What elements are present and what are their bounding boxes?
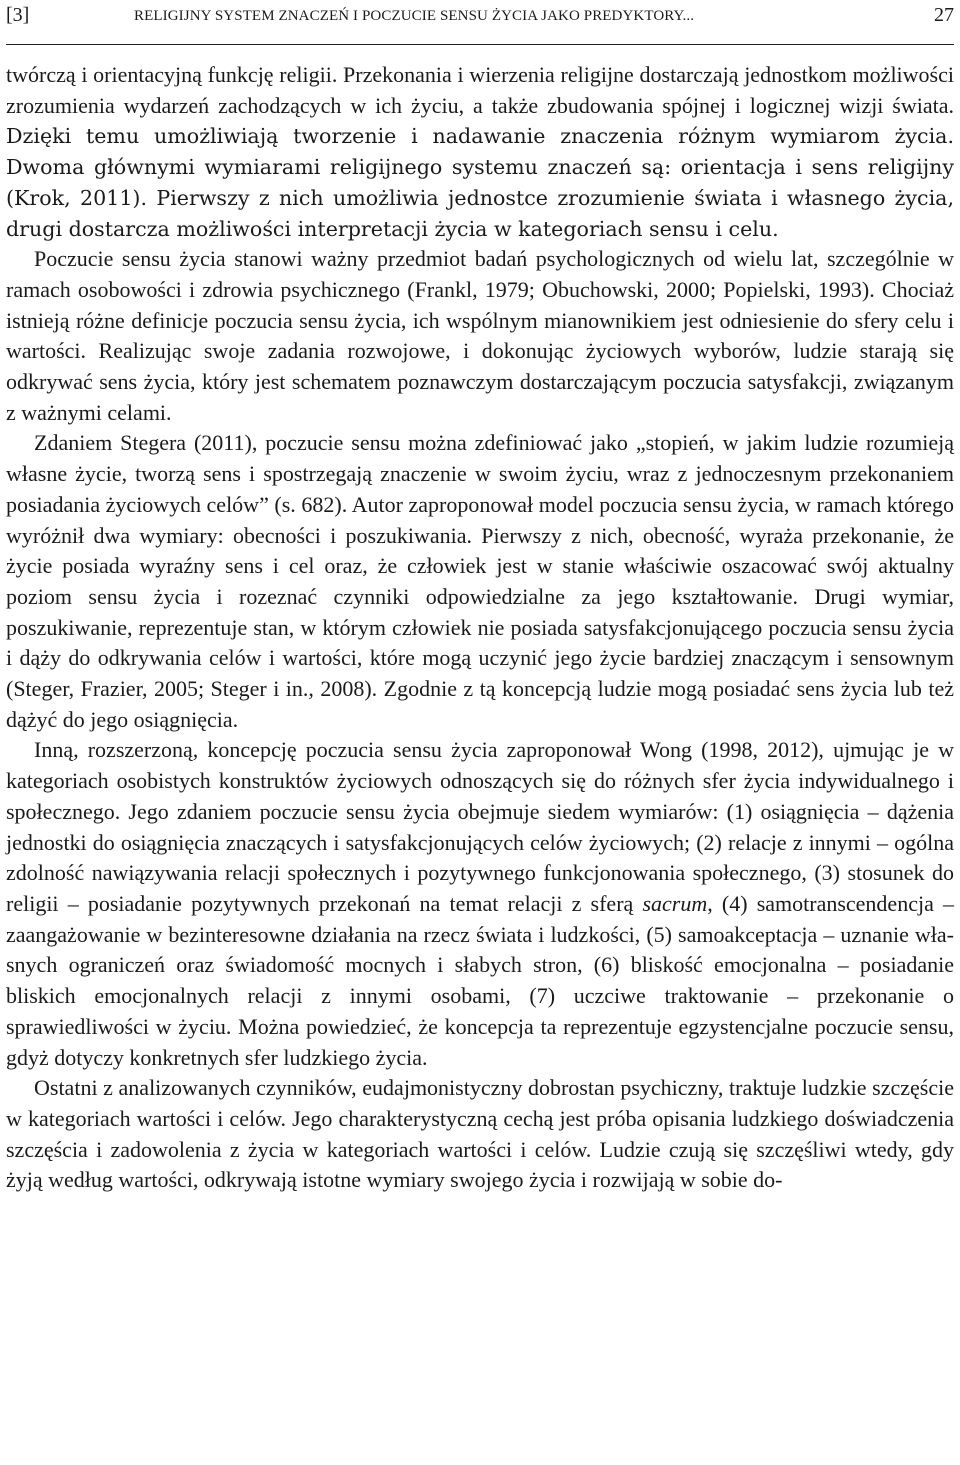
section-number: [3] xyxy=(6,4,30,26)
italic-text-run: sacrum xyxy=(642,890,708,916)
running-header xyxy=(6,0,954,45)
text-run: Dzięki temu umożliwiają tworzenie i nadawanie znaczenia różnym wymiarom życia. Dwoma głównymi wymiarami religijnego systemu znaczeń są: orientacja i sens religijny (Krok, 2011). Pierwszy z nich umożliwia jednostce zrozumienie świata i własnego życia, drugi dostarcza możliwości interpretacji życia w kategoriach sensu i celu. xyxy=(6,124,954,241)
body-text xyxy=(6,60,954,1196)
text-run: Zdaniem Stegera (2011), poczucie sensu można zdefiniować jako „stopień, w jakim ludzie rozumieją własne życie, tworzą sens i spostrzegają znaczenie w swoim życiu, wraz z jednoczesnym przekonaniem posiadania życiowych celów” (s. 682). Autor zaproponował model poczucia sensu życia, w ramach którego wyróżnił dwa wymiary: obecności i poszukiwania. Pierwszy z nich, obecność, wyraża przekonanie, że życie posiada wyraźny sens i cel oraz, że człowiek jest w stanie właściwie oszacować swój aktualny poziom sensu życia i rozeznać czynniki odpowiedzialne za jego kształtowanie. Drugi wymiar, poszukiwanie, reprezentuje stan, w którym człowiek nie posiada satysfakcjonującego poczucia sensu życia i dąży do odkrywania celów i wartości, które mogą uczynić jego życie bardziej znaczącym i sensownym (Steger, Frazier, 2005; Steger i in., 2008). Zgodnie z tą koncepcją ludzie mogą posiadać sens życia lub też dążyć do jego osiągnięcia. xyxy=(6,430,954,732)
paragraph xyxy=(6,60,954,244)
text-run: Ostatni z analizowanych czynników, eudajmonistyczny dobrostan psychiczny, traktuje ludzkie szczęście w kategoriach wartości i celów. Jego charakterystyczną cechą jest próba opisania ludzkiego doświadczenia szczęścia i zadowolenia z życia w kategoriach wartości i celów. Ludzie czują się szczęśliwi wtedy, gdy żyją według wartości, odkrywają istotne wymiary swojego życia i rozwijają w sobie do- xyxy=(6,1075,954,1193)
paragraph xyxy=(6,244,954,428)
paragraph xyxy=(6,428,954,735)
text-run: Poczucie sensu życia stanowi ważny przedmiot badań psychologicznych od wielu lat, szczególnie w ramach osobowości i zdrowia psychicznego (Frankl, 1979; Obuchowski, 2000; Popielski, 1993). Chociaż istnieją różne definicje poczucia sensu życia, ich wspólnym mianownikiem jest odniesienie do sfery celu i wartości. Realizując swoje zadania rozwojowe, i dokonując życiowych wyborów, ludzie starają się odkrywać sens życia, który jest schematem poznawczym dostarczającym poczucia satysfakcji, związanym z ważnymi celami. xyxy=(6,246,954,425)
document-page xyxy=(6,0,954,1196)
paragraph xyxy=(6,735,954,1073)
page-number: 27 xyxy=(934,4,954,26)
text-run: twórczą i orientacyjną funkcję religii. Przekonania i wierzenia religijne dostarczają jednostkom możliwości zrozumienia wydarzeń zachodzących w ich życiu, a także zbudowania spójnej i logicznej wizji świata. xyxy=(6,62,954,118)
text-run: Inną, rozszerzoną, koncepcję poczucia sensu życia zaproponował Wong (1998, 2012), ujmując je w kategoriach osobistych konstruktów życiowych odnoszących się do różnych sfer życia indywidualnego i społecznego. Jego zdaniem poczucie sensu życia obejmuje siedem wymiarów: (1) osiągnięcia – dążenia jednostki do osiągnięcia znaczących i satysfakcjonujących celów życiowych; (2) relacje z innymi – ogólna zdolność nawiązywania relacji społecznych i pozytywnego funkcjonowania społecznego, (3) stosunek do religii – posiadanie pozytywnych przekonań na temat relacji z sferą xyxy=(6,737,954,916)
text-run: , (4) samotranscendencja – zaangażowanie w bezinteresowne działania na rzecz świata i ludzkości, (5) samoakceptacja – uznanie własnych ograniczeń oraz świadomość mocnych i słabych stron, (6) bliskość emocjonalna – posiadanie bliskich emocjonalnych relacji z innymi osobami, (7) uczciwe traktowanie – przekonanie o sprawiedliwości w życiu. Można powiedzieć, że koncepcja ta reprezentuje egzystencjalne poczucie sensu, gdyż dotyczy konkretnych sfer ludzkiego życia. xyxy=(6,890,954,1070)
paragraph xyxy=(6,1073,954,1196)
running-title: RELIGIJNY SYSTEM ZNACZEŃ I POCZUCIE SENSU ŻYCIA JAKO PREDYKTORY... xyxy=(134,8,695,24)
